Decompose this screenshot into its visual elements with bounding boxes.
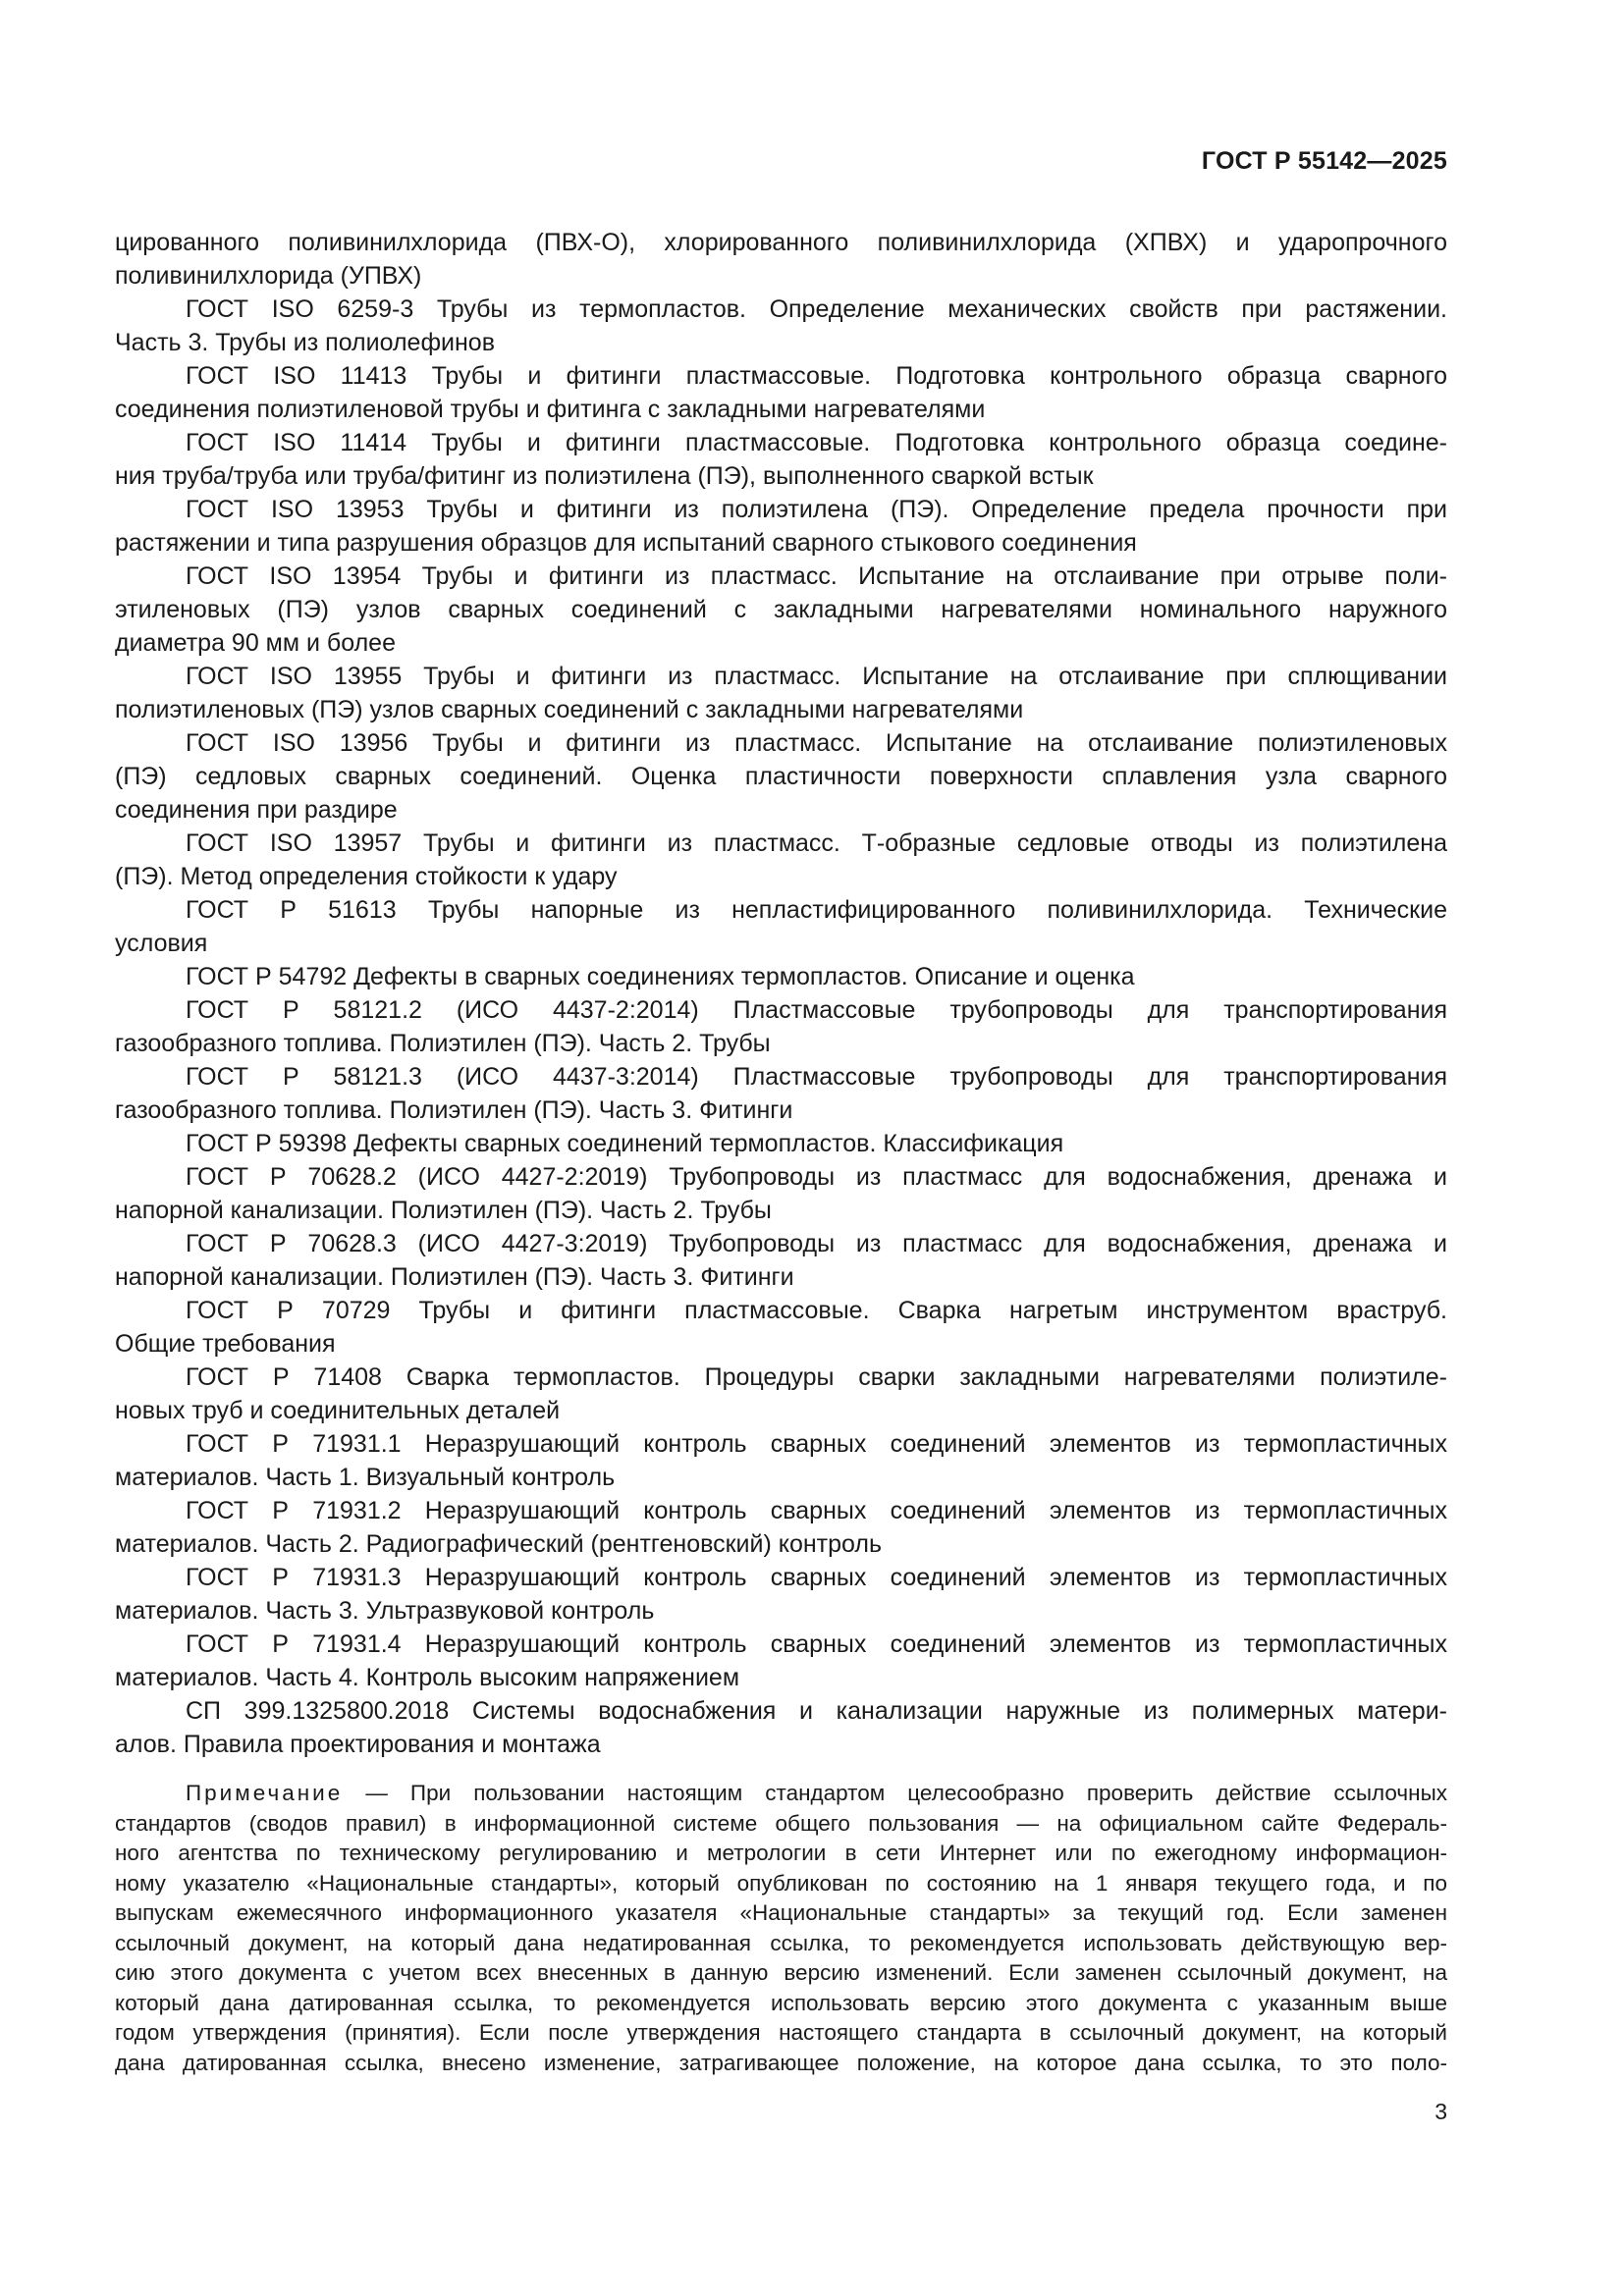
text-line: ГОСТ Р 58121.3 (ИСО 4437-3:2014) Пластмассовые трубопроводы для транспортирования: [186, 1063, 1447, 1091]
text-line: поливинилхлорида (УПВХ): [115, 262, 422, 290]
text-line: ГОСТ Р 70628.2 (ИСО 4427-2:2019) Трубопроводы из пластмасс для водоснабжения, дренажа и: [186, 1163, 1447, 1191]
text-line: ГОСТ Р 51613 Трубы напорные из непластифицированного поливинилхлорида. Технические: [186, 896, 1447, 924]
text-line: алов. Правила проектирования и монтажа: [115, 1731, 601, 1758]
text-line: соединения полиэтиленовой трубы и фитинга с закладными нагревателями: [115, 396, 986, 423]
note-first-line: [115, 1779, 1447, 1809]
text-line: ГОСТ Р 71408 Сварка термопластов. Процедуры сварки закладными нагревателями полиэтиле-: [186, 1363, 1447, 1391]
text-line: материалов. Часть 2. Радиографический (рентгеновский) контроль: [115, 1530, 882, 1558]
text-line: этиленовых (ПЭ) узлов сварных соединений с закладными нагревателями номинального наружного: [115, 596, 1447, 623]
document-number-header: ГОСТ Р 55142—2025: [1201, 147, 1447, 175]
text-line: соединения при раздире: [115, 796, 398, 824]
text-line: ГОСТ ISO 13954 Трубы и фитинги из пластмасс. Испытание на отслаивание при отрыве поли-: [186, 562, 1447, 590]
note-label: Примечание: [186, 1781, 344, 1805]
note-line: сию этого документа с учетом всех внесенных в данную версию изменений. Если заменен ссылочный документ, на: [115, 1960, 1447, 1985]
text-line: ГОСТ Р 70628.3 (ИСО 4427-3:2019) Трубопроводы из пластмасс для водоснабжения, дренажа и: [186, 1230, 1447, 1257]
note-line: который дана датированная ссылка, то рекомендуется использовать версию этого документа с указанным выше: [115, 1990, 1447, 2015]
note-line: выпускам ежемесячного информационного указателя «Национальные стандарты» за текущий год. Если заменен: [115, 1900, 1447, 1925]
text-line: ГОСТ Р 71931.3 Неразрушающий контроль сварных соединений элементов из термопластичных: [186, 1564, 1447, 1591]
note-block: [115, 1779, 1447, 2078]
text-line: ГОСТ ISO 13953 Трубы и фитинги из полиэтилена (ПЭ). Определение предела прочности при: [186, 496, 1447, 523]
text-line: ГОСТ ISO 13957 Трубы и фитинги из пластмасс. Т-образные седловые отводы из полиэтилена: [186, 829, 1447, 857]
note-lines: [115, 1809, 1447, 2079]
text-line: газообразного топлива. Полиэтилен (ПЭ). Часть 2. Трубы: [115, 1030, 771, 1057]
note-line: дана датированная ссылка, внесено изменение, затрагивающее положение, на которое дана ссылка, то это поло-: [115, 2050, 1447, 2075]
document-body: [115, 226, 1447, 2078]
text-line: материалов. Часть 4. Контроль высоким напряжением: [115, 1664, 740, 1691]
text-line: СП 399.1325800.2018 Системы водоснабжения и канализации наружные из полимерных матери-: [186, 1697, 1447, 1725]
text-line: (ПЭ) седловых сварных соединений. Оценка пластичности поверхности сплавления узла сварного: [115, 763, 1447, 790]
note-line: годом утверждения (принятия). Если после утверждения настоящего стандарта в ссылочный документ, на который: [115, 2020, 1447, 2045]
note-line: стандартов (сводов правил) в информационной системе общего пользования — на официальном сайте Федераль-: [115, 1810, 1447, 1836]
text-line: материалов. Часть 3. Ультразвуковой контроль: [115, 1597, 655, 1625]
text-line: растяжении и типа разрушения образцов для испытаний сварного стыкового соединения: [115, 529, 1137, 557]
text-line: ГОСТ Р 71931.1 Неразрушающий контроль сварных соединений элементов из термопластичных: [186, 1430, 1447, 1458]
text-line: ГОСТ Р 70729 Трубы и фитинги пластмассовые. Сварка нагретым инструментом враструб.: [186, 1297, 1447, 1324]
text-line: Часть 3. Трубы из полиолефинов: [115, 329, 495, 356]
text-line: полиэтиленовых (ПЭ) узлов сварных соединений с закладными нагревателями: [115, 696, 1024, 723]
text-line: ГОСТ Р 54792 Дефекты в сварных соединениях термопластов. Описание и оценка: [186, 963, 1135, 990]
text-line: ГОСТ ISO 11414 Трубы и фитинги пластмассовые. Подготовка контрольного образца соедине-: [186, 429, 1447, 456]
text-line: ГОСТ Р 58121.2 (ИСО 4437-2:2014) Пластмассовые трубопроводы для транспортирования: [186, 996, 1447, 1024]
text-line: ГОСТ ISO 13956 Трубы и фитинги из пластмасс. Испытание на отслаивание полиэтиленовых: [186, 729, 1447, 757]
text-line: Общие требования: [115, 1330, 336, 1358]
note-first-line-text: — При пользовании настоящим стандартом целесообразно проверить действие ссылочных: [343, 1781, 1447, 1805]
note-line: ного агентства по техническому регулированию и метрологии в сети Интернет или по ежегодному информацион-: [115, 1841, 1447, 1865]
text-line: ГОСТ ISO 11413 Трубы и фитинги пластмассовые. Подготовка контрольного образца сварного: [186, 362, 1447, 390]
text-line: ния труба/труба или труба/фитинг из полиэтилена (ПЭ), выполненного сваркой встык: [115, 462, 1094, 490]
text-line: ГОСТ ISO 6259-3 Трубы из термопластов. Определение механических свойств при растяжении.: [186, 295, 1447, 323]
text-line: материалов. Часть 1. Визуальный контроль: [115, 1464, 616, 1491]
text-line: ГОСТ ISO 13955 Трубы и фитинги из пластмасс. Испытание на отслаивание при сплющивании: [186, 663, 1447, 690]
text-line: новых труб и соединительных деталей: [115, 1397, 561, 1424]
text-line: (ПЭ). Метод определения стойкости к удару: [115, 863, 618, 890]
text-line: цированного поливинилхлорида (ПВХ-О), хлорированного поливинилхлорида (ХПВХ) и ударопрочного: [115, 229, 1447, 256]
text-line: условия: [115, 930, 208, 957]
normative-references-list: [115, 226, 1447, 1761]
page-number: 3: [1435, 2099, 1447, 2124]
text-line: диаметра 90 мм и более: [115, 629, 396, 657]
text-line: ГОСТ Р 59398 Дефекты сварных соединений термопластов. Классификация: [186, 1130, 1064, 1157]
text-line: ГОСТ Р 71931.4 Неразрушающий контроль сварных соединений элементов из термопластичных: [186, 1630, 1447, 1658]
text-line: газообразного топлива. Полиэтилен (ПЭ). Часть 3. Фитинги: [115, 1096, 793, 1124]
note-line: ному указателю «Национальные стандарты», который опубликован по состоянию на 1 января текущего года, и по: [115, 1870, 1447, 1896]
text-line: ГОСТ Р 71931.2 Неразрушающий контроль сварных соединений элементов из термопластичных: [186, 1497, 1447, 1524]
text-line: напорной канализации. Полиэтилен (ПЭ). Часть 3. Фитинги: [115, 1263, 794, 1291]
text-line: напорной канализации. Полиэтилен (ПЭ). Часть 2. Трубы: [115, 1197, 772, 1224]
note-line: ссылочный документ, на который дана недатированная ссылка, то рекомендуется использовать действующую вер-: [115, 1930, 1447, 1955]
